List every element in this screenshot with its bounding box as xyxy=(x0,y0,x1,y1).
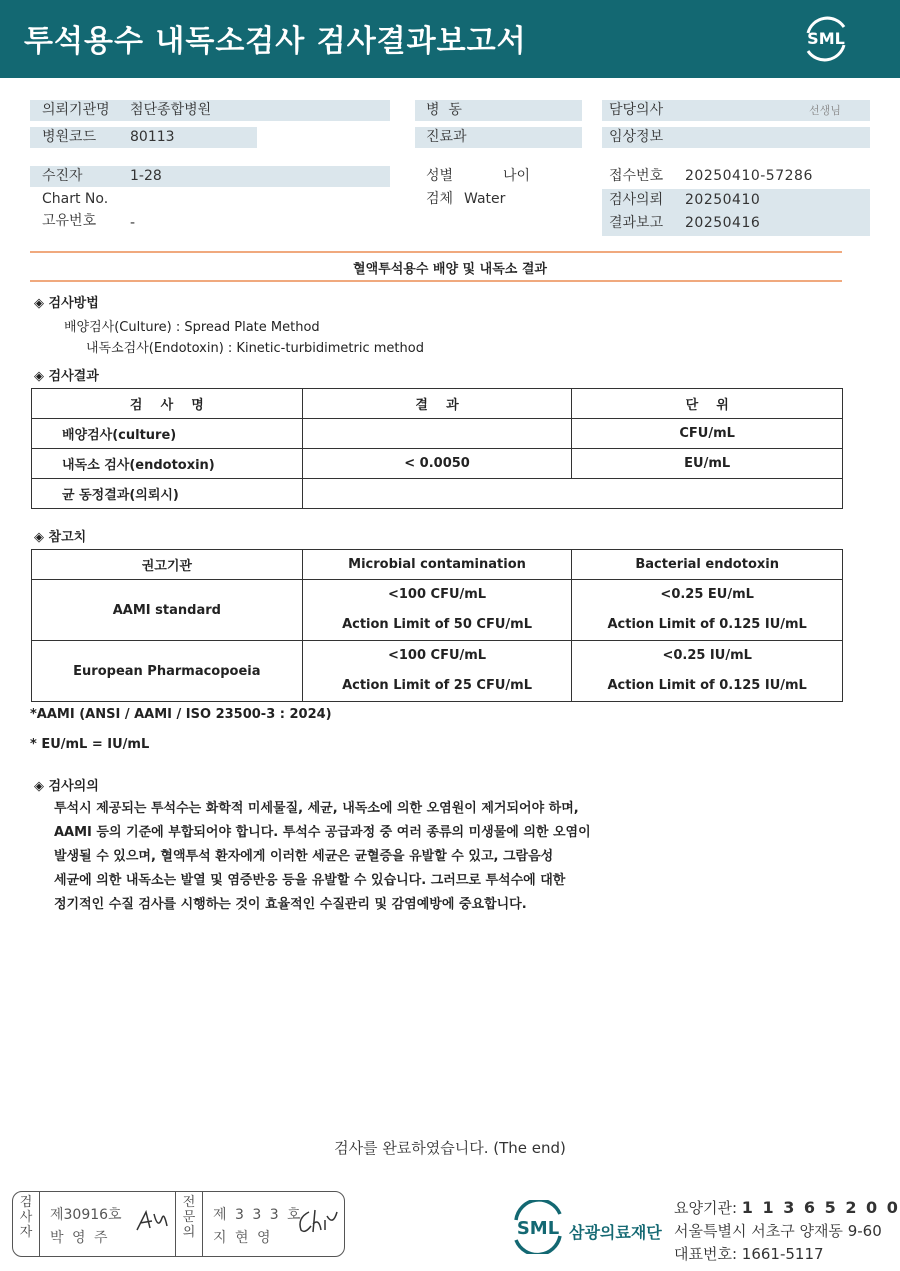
specialist-name: 지 현 영 xyxy=(213,1230,273,1246)
results-header-name: 검 사 명 xyxy=(32,389,303,419)
footer-code-label: 요양기관: xyxy=(674,1199,742,1217)
specimen-value: Water xyxy=(464,191,506,207)
institution-label: 의뢰기관명 xyxy=(42,102,110,118)
reference-micro-action: Action Limit of 25 CFU/mL xyxy=(342,678,532,693)
reference-org: AAMI standard xyxy=(32,580,303,641)
reference-heading: ◈ 참고치 xyxy=(34,530,87,545)
specialist-label-cell xyxy=(176,1192,203,1256)
reference-micro xyxy=(302,641,572,702)
end-text: 검사를 완료하였습니다. (The end) xyxy=(334,1139,566,1157)
hospital-code-value: 80113 xyxy=(130,129,175,145)
footer-code-value: 1 1 3 6 5 2 0 0 xyxy=(741,1198,900,1217)
reference-micro-limit: <100 CFU/mL xyxy=(387,587,487,602)
test-name: 배양검사(culture) xyxy=(32,419,303,449)
method-culture: 배양검사(Culture) : Spread Plate Method xyxy=(64,320,320,335)
reference-micro xyxy=(302,580,572,641)
report-date-label: 결과보고 xyxy=(609,215,664,231)
significance-text xyxy=(54,797,591,917)
request-value: 20250410 xyxy=(685,192,761,208)
institution-value: 첨단종합병원 xyxy=(130,102,212,118)
specialist-cell xyxy=(203,1192,344,1256)
unique-id-label: 고유번호 xyxy=(42,213,97,229)
ward-label: 병 동 xyxy=(426,102,462,118)
doctor-suffix: 선생님 xyxy=(809,104,841,117)
patient-value: 1-28 xyxy=(130,168,162,184)
examiner-signature-icon xyxy=(134,1208,170,1236)
table-row xyxy=(32,449,843,479)
table-row xyxy=(32,419,843,449)
svg-text:SML: SML xyxy=(516,1218,560,1239)
department-label: 진료과 xyxy=(426,129,467,145)
significance-line: 발생될 수 있으며, 혈액투석 환자에게 이러한 세균은 균혈증을 유발할 수 있고, 그람음성 xyxy=(54,849,554,864)
specialist-signature-icon xyxy=(295,1206,339,1238)
examiner-name: 박 영 주 xyxy=(50,1230,110,1246)
results-header-unit: 단 위 xyxy=(572,389,843,419)
test-unit: EU/mL xyxy=(572,449,843,479)
table-row xyxy=(32,479,843,509)
divider-top xyxy=(30,251,842,253)
svg-text:SML: SML xyxy=(807,29,845,48)
doctor-label: 담당의사 xyxy=(609,102,664,118)
reference-endo xyxy=(572,641,843,702)
divider-bottom xyxy=(30,280,842,282)
examiner-label: 검 사 자 xyxy=(19,1195,33,1240)
reference-micro-action: Action Limit of 50 CFU/mL xyxy=(342,617,532,632)
method-heading: ◈ 검사방법 xyxy=(34,296,99,311)
reference-endo-limit: <0.25 IU/mL xyxy=(662,648,752,663)
sml-logo-icon xyxy=(800,13,852,65)
significance-line: 투석시 제공되는 투석수는 화학적 미세물질, 세균, 내독소에 의한 오염원이 제거되어야 하며, xyxy=(54,801,579,816)
reference-header-endo: Bacterial endotoxin xyxy=(572,550,843,580)
report-date-value: 20250416 xyxy=(685,215,761,231)
results-table xyxy=(31,388,843,509)
method-endotoxin: 내독소검사(Endotoxin) : Kinetic-turbidimetric method xyxy=(86,341,424,356)
sex-label: 성별 xyxy=(426,168,454,184)
examiner-license: 제30916호 xyxy=(50,1207,122,1223)
reference-endo-action: Action Limit of 0.125 IU/mL xyxy=(607,678,807,693)
report-header xyxy=(0,0,900,78)
patient-label: 수진자 xyxy=(42,168,83,184)
reference-header-org: 권고기관 xyxy=(32,550,303,580)
test-result xyxy=(302,479,842,509)
results-heading: ◈ 검사결과 xyxy=(34,369,99,384)
report-title: 투석용수 내독소검사 검사결과보고서 xyxy=(24,24,527,59)
reference-table xyxy=(31,549,843,702)
reference-org: European Pharmacopoeia xyxy=(32,641,303,702)
examiner-label-cell xyxy=(13,1192,40,1256)
footer-phone-label: 대표번호: xyxy=(674,1245,742,1263)
receipt-label: 접수번호 xyxy=(609,168,664,184)
clinical-label: 임상정보 xyxy=(609,129,664,145)
signature-box xyxy=(12,1191,345,1257)
unique-id-value: - xyxy=(130,215,136,231)
significance-line: 정기적인 수질 검사를 시행하는 것이 효율적인 수질관리 및 감염예방에 중요합니다. xyxy=(54,897,527,912)
age-label: 나이 xyxy=(503,168,531,184)
request-label: 검사의뢰 xyxy=(609,192,664,208)
reference-endo-limit: <0.25 EU/mL xyxy=(660,587,754,602)
test-unit: CFU/mL xyxy=(572,419,843,449)
test-name: 균 동정결과(의뢰시) xyxy=(32,479,303,509)
significance-heading: ◈ 검사의의 xyxy=(34,779,99,794)
reference-header-row xyxy=(32,550,843,580)
sml-footer-logo-icon xyxy=(510,1200,566,1254)
reference-micro-limit: <100 CFU/mL xyxy=(387,648,487,663)
test-name: 내독소 검사(endotoxin) xyxy=(32,449,303,479)
reference-note-aami: *AAMI (ANSI / AAMI / ISO 23500-3 : 2024) xyxy=(30,707,332,722)
footer-org-name: 삼광의료재단 xyxy=(569,1223,662,1242)
table-row xyxy=(32,580,843,641)
footer-phone-value: 1661-5117 xyxy=(741,1245,824,1263)
results-header-result: 결 과 xyxy=(302,389,572,419)
receipt-value: 20250410-57286 xyxy=(685,168,813,184)
significance-line: AAMI 등의 기준에 부합되어야 합니다. 투석수 공급과정 중 여러 종류의 미생물에 의한 오염이 xyxy=(54,825,591,840)
chart-no-label: Chart No. xyxy=(42,191,109,207)
reference-endo xyxy=(572,580,843,641)
reference-header-micro: Microbial contamination xyxy=(302,550,572,580)
test-result: < 0.0050 xyxy=(302,449,572,479)
reference-note-units: * EU/mL = IU/mL xyxy=(30,737,150,752)
specialist-license: 제 3 3 3 호 xyxy=(213,1207,303,1223)
footer-phone xyxy=(674,1243,824,1264)
patient-field xyxy=(30,166,390,187)
footer-address: 서울특별시 서초구 양재동 9-60 xyxy=(674,1222,882,1240)
significance-line: 세균에 의한 내독소는 발열 및 염증반응 등을 유발할 수 있습니다. 그러므로 투석수에 대한 xyxy=(54,873,566,888)
table-row xyxy=(32,641,843,702)
hospital-code-label: 병원코드 xyxy=(42,129,97,145)
reference-endo-action: Action Limit of 0.125 IU/mL xyxy=(607,617,807,632)
examiner-cell xyxy=(40,1192,176,1256)
specialist-label: 전 문 의 xyxy=(182,1195,196,1240)
results-header-row xyxy=(32,389,843,419)
section-title: 혈액투석용수 배양 및 내독소 결과 xyxy=(353,262,547,277)
test-result xyxy=(302,419,572,449)
footer-code xyxy=(674,1197,900,1218)
specimen-label: 검체 xyxy=(426,191,454,207)
